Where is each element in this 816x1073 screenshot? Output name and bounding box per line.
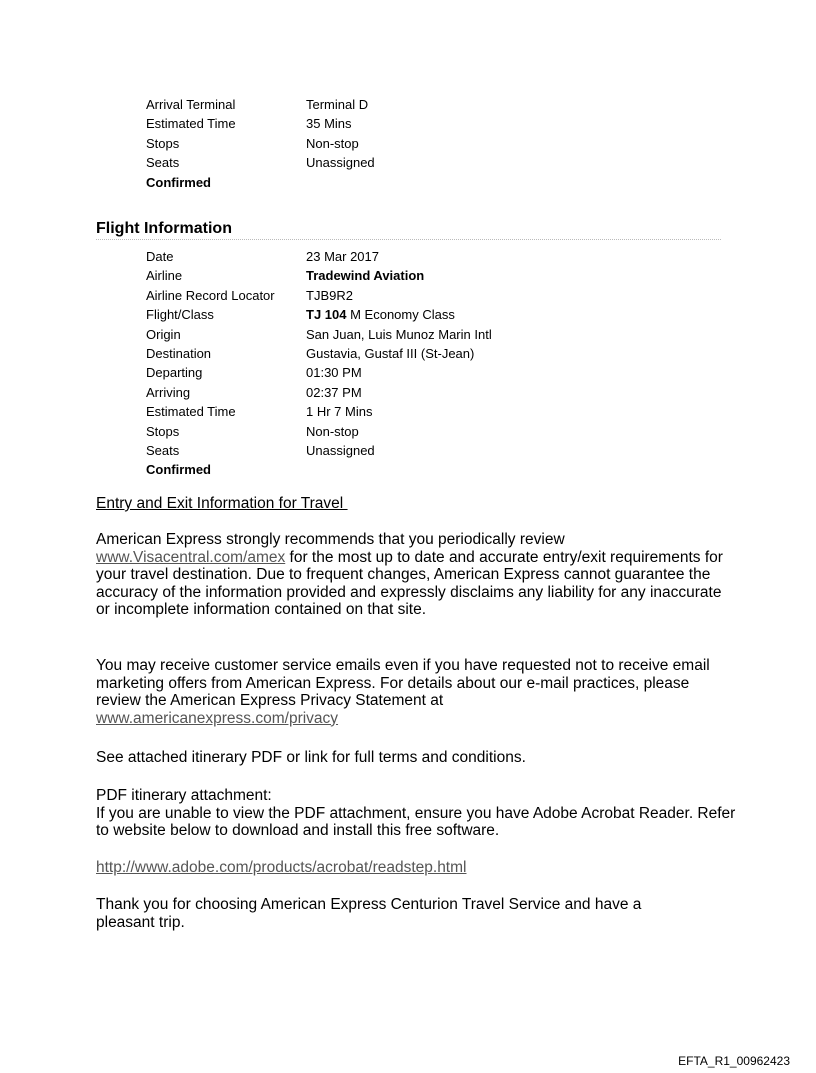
row-value <box>306 305 492 324</box>
row-label: Stops <box>146 135 180 151</box>
row-value: 23 Mar 2017 <box>306 249 379 264</box>
row-value: 35 Mins <box>306 116 352 132</box>
flight-row-flight-class <box>146 305 492 324</box>
row-value: Unassigned <box>306 155 375 171</box>
flight-row-stops <box>146 422 492 441</box>
flight-row-date <box>146 247 492 266</box>
status-confirmed: Confirmed <box>146 174 211 190</box>
row-value: Non-stop <box>306 135 359 151</box>
entry-exit-paragraph <box>96 531 736 619</box>
flight-number: TJ 104 <box>306 307 347 323</box>
row-label: Airline Record Locator <box>146 287 275 303</box>
flight-row-airline <box>146 266 492 285</box>
segment1-details <box>146 95 375 192</box>
row-label: Arrival Terminal <box>146 97 236 112</box>
row-value: 1 Hr 7 Mins <box>306 404 373 420</box>
adobe-link[interactable]: http://www.adobe.com/products/acrobat/readstep.html <box>96 859 467 876</box>
thanks-text: Thank you for choosing American Express Centurion Travel Service and have a pleasant trip. <box>96 896 642 931</box>
row-value: 01:30 PM <box>306 365 362 381</box>
pdf-line1: PDF itinerary attachment: <box>96 787 272 804</box>
row-value: TJB9R2 <box>306 287 353 303</box>
flight-row-estimated-time <box>146 402 492 421</box>
terms-text: See attached itinerary PDF or link for full terms and conditions. <box>96 749 526 766</box>
status-confirmed: Confirmed <box>146 462 211 478</box>
flight-row-record-locator <box>146 286 492 305</box>
row-value: San Juan, Luis Munoz Marin Intl <box>306 326 492 342</box>
entry-exit-text-before: American Express strongly recommends that you periodically review <box>96 531 565 548</box>
row-label: Departing <box>146 365 203 381</box>
row-value: Non-stop <box>306 423 359 439</box>
flight-row-seats <box>146 441 492 460</box>
row-label: Stops <box>146 423 180 439</box>
visacentral-link[interactable]: www.Visacentral.com/amex <box>96 548 286 566</box>
privacy-paragraph <box>96 657 736 727</box>
row-label: Airline <box>146 268 183 284</box>
segment1-row-status <box>146 173 375 192</box>
segment1-row-estimated-time <box>146 114 375 133</box>
flight-row-departing <box>146 363 492 382</box>
segment1-row-seats <box>146 153 375 172</box>
row-value: Tradewind Aviation <box>306 268 425 284</box>
row-label: Origin <box>146 326 181 342</box>
entry-exit-text-after: for the most up to date and accurate entry/exit requirements for your travel destination. Due to frequent changes, American Express cannot guarantee the accuracy of the information provided and expressly disclaims any liability for any inaccurate or incomplete information contained on that site. <box>96 548 723 618</box>
pdf-paragraph <box>96 787 736 840</box>
segment1-row-stops <box>146 134 375 153</box>
row-label: Estimated Time <box>146 404 236 420</box>
row-value: Terminal D <box>306 97 369 112</box>
flight-row-destination <box>146 344 492 363</box>
row-label: Seats <box>146 443 180 459</box>
row-value: Unassigned <box>306 443 375 459</box>
flight-info-details <box>146 247 492 480</box>
privacy-link[interactable]: www.americanexpress.com/privacy <box>96 709 339 727</box>
flight-row-origin <box>146 325 492 344</box>
flight-class: M Economy Class <box>346 307 455 323</box>
pdf-link-paragraph <box>96 859 736 877</box>
row-label: Seats <box>146 155 180 171</box>
row-label: Destination <box>146 346 212 362</box>
row-value: Gustavia, Gustaf III (St-Jean) <box>306 346 475 362</box>
row-label: Arriving <box>146 384 191 400</box>
row-label: Flight/Class <box>146 307 214 323</box>
row-label: Estimated Time <box>146 116 236 132</box>
document-id: EFTA_R1_00962423 <box>678 1054 790 1068</box>
flight-information-heading: Flight Information <box>96 219 721 240</box>
entry-exit-heading: Entry and Exit Information for Travel <box>96 495 348 512</box>
segment1-row-arrival-terminal <box>146 95 375 114</box>
privacy-text: You may receive customer service emails even if you have requested not to receive email marketing offers from American Express. For details about our e-mail practices, please review the American Express Privacy Statement at <box>96 657 710 709</box>
row-label: Date <box>146 249 174 264</box>
flight-row-status <box>146 460 492 479</box>
row-value: 02:37 PM <box>306 384 362 400</box>
flight-row-arriving <box>146 383 492 402</box>
pdf-line2: If you are unable to view the PDF attachment, ensure you have Adobe Acrobat Reader. Refer to website below to download and install this free software. <box>96 804 736 839</box>
